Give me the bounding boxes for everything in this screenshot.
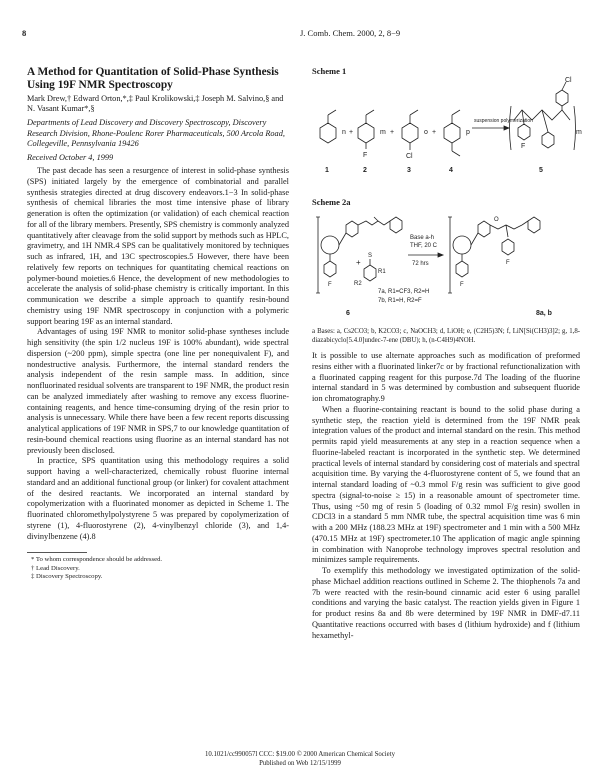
svg-text:+: +: [432, 129, 437, 136]
body-paragraph: It is possible to use alternate approaches such as modification of preformed resins either with a fluorinated linker7c or by fractional refunctionalization with a fluorinated capping reagent for this purpose.7d The loading of the fluorine internal standard in 5 was determined by combustion and subsequent fluoride ion chromatography.9: [312, 351, 580, 404]
compound-number: 2: [363, 167, 367, 174]
scheme1-arrow-label: suspension polymerization: [474, 118, 533, 124]
footnote: * To whom correspondence should be addressed.: [31, 556, 163, 564]
coefficient-p: p: [466, 129, 470, 136]
scheme2-label: Scheme 2a: [312, 197, 351, 207]
affiliation: Departments of Lead Discovery and Discovery Spectroscopy, Discovery Research Division, Rhone-Poulenc Rorer Pharmaceuticals, 500 Arcola Road, Collegeville, Pennsylvania 19426: [27, 118, 285, 148]
svg-text:+: +: [390, 129, 395, 136]
scheme2-condition: THF, 20 C: [410, 243, 438, 249]
atom-label: O: [494, 217, 499, 223]
chlorine-atom-label: Cl: [565, 77, 572, 84]
svg-text:+: +: [356, 258, 361, 267]
compound-number: 3: [407, 167, 411, 174]
chlorine-atom-label: Cl: [406, 153, 413, 160]
compound-number: 5: [539, 167, 543, 174]
scheme2-condition: Base a-h: [410, 235, 435, 241]
footnote: ‡ Discovery Spectroscopy.: [31, 573, 103, 581]
footnote-rule: [27, 552, 87, 553]
fluorine-atom-label: F: [363, 152, 368, 159]
compound-number: 1: [325, 167, 329, 174]
atom-label: F: [506, 260, 510, 266]
journal-header: J. Comb. Chem. 2000, 2, 8−9: [300, 28, 401, 38]
page-number: 8: [22, 28, 27, 38]
fluorine-atom-label: F: [521, 143, 526, 150]
body-paragraph: To exemplify this methodology we investigated optimization of the solid-phase Michael addition reactions outlined in Scheme 2. The thiophenols 7a and 7b were reacted with the resin-bound cinnamic acid ester 6 using parallel conditions and varying the basic catalyst. The reaction yields given in Figure 1 for product resins 8a and 8b were determined by 19F NMR in DMF-d7.11 Quantitative reactions occurred with bases d (lithium hydroxide) and f (lithium hexamethyl-: [312, 566, 580, 640]
left-column: [27, 66, 289, 582]
scheme2-condition: 72 hrs: [412, 261, 429, 267]
atom-label: S: [368, 253, 373, 259]
footnote: † Lead Discovery.: [31, 564, 80, 572]
atom-label: R2: [354, 281, 362, 287]
author-list: Mark Drew,† Edward Orton,*,‡ Paul Krolikowski,‡ Joseph M. Salvino,§ and N. Vasant Kumar*,§: [27, 94, 284, 114]
atom-label: F: [328, 282, 332, 288]
scheme2-diagram: [312, 207, 580, 323]
scheme1-label: Scheme 1: [312, 66, 347, 76]
received-date: Received October 4, 1999: [27, 153, 114, 163]
coefficient-m: m: [380, 129, 386, 136]
body-paragraph: In practice, SPS quantitation using this methodology requires a solid support having a well-characterized, chemically robust fluorine internal standard and an additional functional group (or linker) for covalent attachment of the desired reactants. We incorporated an internal standard by copolymerization with a fluorinated monomer as depicted in Scheme 1. The fluorinated chloromethylpolystyrene 5 was prepared by copolymerization of styrene (1), 4-fluorostyrene (2), 4-vinylbenzyl chloride (3), and 1,4-divinylbenzene (4).8: [27, 456, 289, 541]
compound-number: 8a, b: [536, 310, 552, 317]
right-column: [312, 66, 580, 641]
polymer-subscript: m: [576, 129, 582, 136]
body-paragraph: The past decade has seen a resurgence of interest in solid-phase synthesis (SPS) initiated largely by the emergence of combinatorial and parallel synthesis strategies directed at drug discovery endeavors.1−3 In solid-phase synthesis of chemical libraries the most time intensive phase of library generation is often the optimization (or validation) of each chemical reaction for all of the library members. Presently, SPS chemistry is commonly analyzed quantitatively after cleavage from the solid support by methods such as HPLC, gravimetry, and 1H NMR.4 SPS can be qualitatively monitored by techniques such as infrared, 1H, and 13C spectroscopies.5 However, there have been relatively few reports on techniques for quantitating chemical reactions on polymer-bound moieties.6 Hence, the development of new methodologies to accelerate the analysis of solid-phase chemistry is critically important. In this communication we describe a simple approach to quantify resin-bound chemistry using 19F NMR spectroscopy in conjunction with a polymeric support bearing 19F as an internal standard.: [27, 166, 289, 326]
body-paragraph: When a fluorine-containing reactant is bound to the solid phase during a synthetic step, the reaction yield is determined from the 19F NMR peak integration values of the product and internal standard on the resin. This method permits rapid yield measurements at any step in a reaction sequence when a fluorine-labeled reactant is incorporated in the synthetic step. We determined practical levels of internal standard by considering cost of materials and spectral acquisition time. By varying the 4-fluorostyrene content of 5, we found that an internal standard loading of ~0.3 mmol F/g resin was sufficient to give good spectra (signal-to-noise ≥ 15) in a reasonable amount of spectrometer time. Thus, using ~50 mg of resin 5 (loading of 0.32 mmol F/g resin) swollen in CDCl3 in a standard 5 mm NMR tube, the spectral acquisition time was 6 min with a 200 MHz (188.23 MHz at 19F) spectrometer and 1 min with a 500 MHz (470.15 MHz at 19F) spectrometer.10 The application of magic angle spinning in combination with Nanoprobe technology improves spectral resolution and minimizes sample requirements.: [312, 404, 580, 565]
compound-number: 6: [346, 310, 350, 317]
reactant-label: 7b, R1=H, R2=F: [378, 298, 422, 304]
coefficient-o: o: [424, 129, 428, 136]
atom-label: R1: [378, 269, 386, 275]
compound-number: 4: [449, 167, 453, 174]
doi-line: 10.1021/cc990057l CCC: $19.00 © 2000 American Chemical Society: [205, 751, 395, 758]
coefficient-n: n: [342, 129, 346, 136]
reactant-label: 7a, R1=CF3, R2=H: [378, 289, 430, 295]
svg-text:+: +: [349, 129, 354, 136]
article-title: A Method for Quantitation of Solid-Phase Synthesis Using 19F NMR Spectroscopy: [27, 66, 279, 91]
published-line: Published on Web 12/15/1999: [259, 760, 341, 767]
scheme2-caption: a Bases: a, Cs2CO3; b, K2CO3; c, NaOCH3; d, LiOH; e, (C2H5)3N; f, LiN[Si(CH3)3]2; g, 1,8-diazabicyclo[5.4.0]undec-7-ene (DBU); h, (n-C4H9)4NOH.: [312, 328, 580, 344]
scheme1-diagram: [312, 76, 580, 180]
atom-label: F: [460, 282, 464, 288]
body-paragraph: Advantages of using 19F NMR to monitor solid-phase syntheses include high sensitivity (the spin 1/2 nucleus 19F is 100% abundant), wide spectral dispersion (~200 ppm), simple spectra (one line per nonequivalent F), and nondestructive analysis. Furthermore, the internal standard renders the analysis independent of the resin sample mass. In addition, since nonfluorinated residual solvents are transparent to 19F NMR, the product resin can be analyzed immediately after washing to remove any excess fluorine-containing reagents, and hence time-consuming drying of the resin prior to analysis is unnecessary. While there have been a few recent reports discussing analytical applications of 19F NMR in SPS,7 to our knowledge quantitation of resin-bound chemical reactions using fluorine as an internal standard has not previously been disclosed.: [27, 327, 289, 455]
